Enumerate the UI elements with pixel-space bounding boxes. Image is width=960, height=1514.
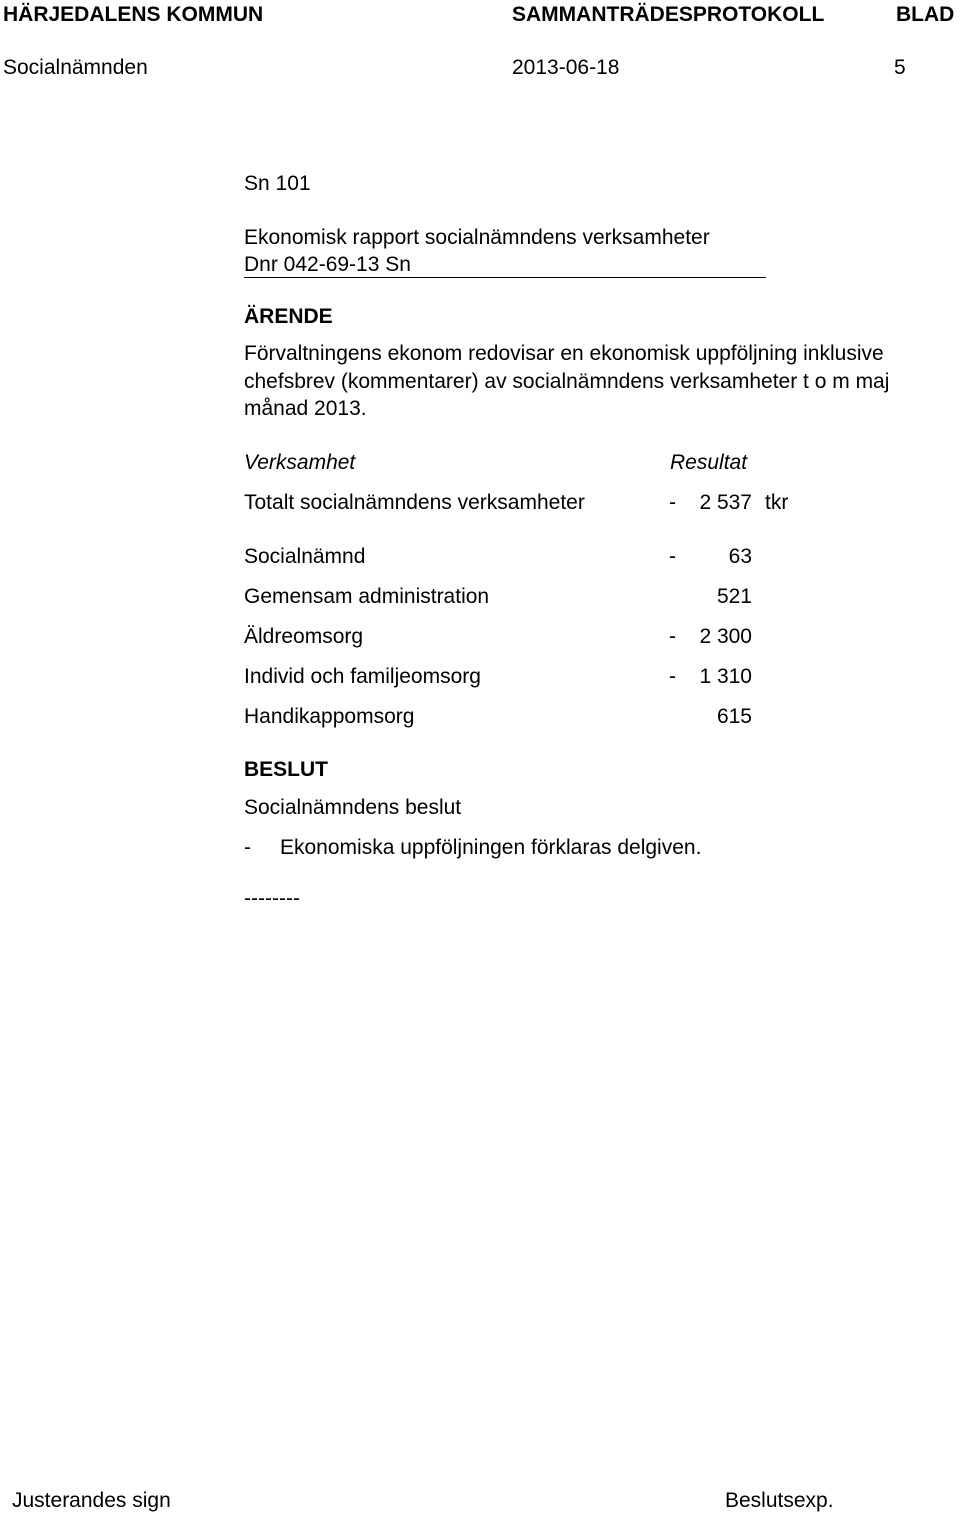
- item-dnr: Dnr 042-69-13 Sn: [244, 253, 411, 276]
- arende-line-3: månad 2013.: [244, 397, 367, 420]
- row-label: Individ och familjeomsorg: [244, 665, 481, 688]
- item-title: Ekonomisk rapport socialnämndens verksamheter: [244, 226, 710, 249]
- column-header-activity: Verksamhet: [244, 451, 356, 474]
- row-sign: -: [669, 625, 676, 648]
- committee-name: Socialnämnden: [3, 56, 148, 79]
- row-label: Äldreomsorg: [244, 625, 364, 648]
- footer-adjuster-signature: Justerandes sign: [12, 1489, 171, 1512]
- row-value: 63: [728, 545, 752, 568]
- beslut-subheading: Socialnämndens beslut: [244, 796, 462, 819]
- column-header-result: Resultat: [670, 451, 748, 474]
- beslut-bullet: -: [244, 836, 251, 859]
- arende-line-2: chefsbrev (kommentarer) av socialnämndens verksamheter t o m maj: [244, 370, 890, 393]
- page-number: 5: [894, 56, 906, 79]
- meeting-date: 2013-06-18: [512, 56, 620, 79]
- row-value: 1 310: [699, 665, 752, 688]
- footer-decision-dispatch: Beslutsexp.: [725, 1489, 834, 1512]
- dnr-underline: [244, 277, 766, 278]
- row-label: Handikappomsorg: [244, 705, 415, 728]
- arende-heading: ÄRENDE: [244, 305, 333, 328]
- item-number: Sn 101: [244, 172, 311, 195]
- row-value: 615: [716, 705, 752, 728]
- end-marker: --------: [244, 887, 300, 910]
- beslut-item: Ekonomiska uppföljningen förklaras delgiven.: [280, 836, 702, 859]
- total-unit: tkr: [765, 491, 789, 514]
- total-label: Totalt socialnämndens verksamheter: [244, 491, 585, 514]
- row-label: Socialnämnd: [244, 545, 366, 568]
- document-type: SAMMANTRÄDESPROTOKOLL: [512, 3, 825, 26]
- row-value: 521: [716, 585, 752, 608]
- row-sign: -: [669, 665, 676, 688]
- total-value: 2 537: [699, 491, 752, 514]
- beslut-heading: BESLUT: [244, 758, 328, 781]
- row-label: Gemensam administration: [244, 585, 490, 608]
- arende-line-1: Förvaltningens ekonom redovisar en ekonomisk uppföljning inklusive: [244, 342, 884, 365]
- blad-label: BLAD: [896, 3, 955, 26]
- organization-name: HÄRJEDALENS KOMMUN: [3, 3, 264, 26]
- row-value: 2 300: [699, 625, 752, 648]
- row-sign: -: [669, 545, 676, 568]
- total-sign: -: [669, 491, 676, 514]
